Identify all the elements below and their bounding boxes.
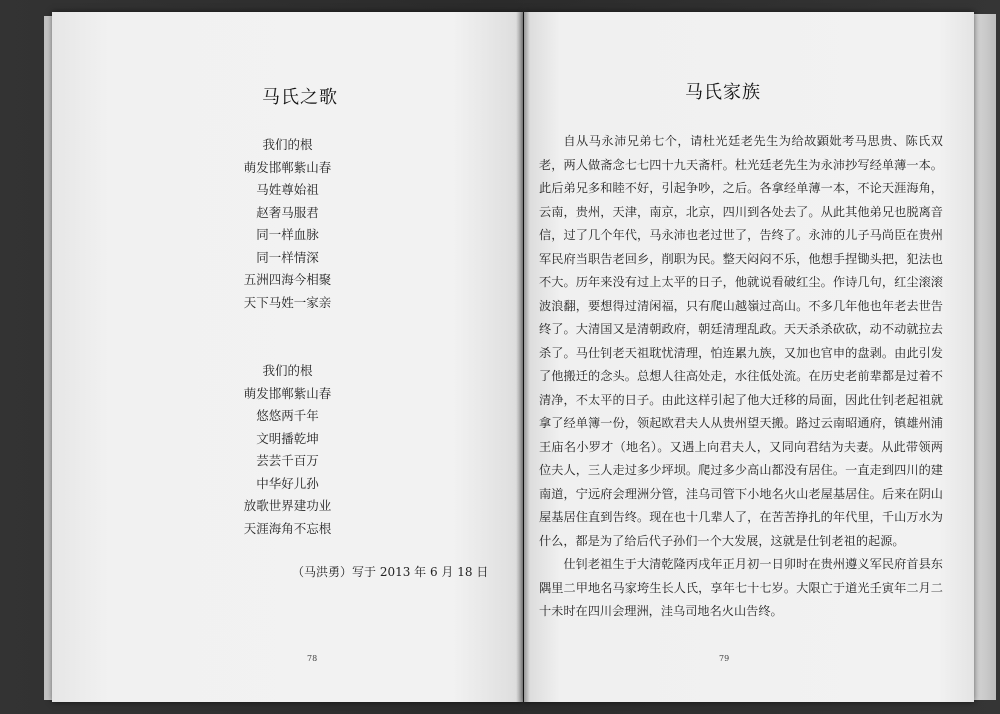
left-page — [52, 12, 523, 702]
poem-line: 萌发邯郸紫山春 — [243, 385, 332, 401]
page-number-left: 78 — [307, 654, 318, 663]
poem-title: 马氏之歌 — [262, 87, 338, 108]
article-body — [539, 130, 943, 624]
poem-line: 同一样情深 — [256, 249, 319, 265]
poem-stanza-2 — [52, 360, 523, 540]
poem-line: 我们的根 — [262, 363, 313, 378]
poem-stanza-1 — [52, 134, 523, 314]
article-title: 马氏家族 — [685, 82, 761, 103]
right-page-stack-edge — [974, 14, 996, 700]
article-paragraph-2: 仕钊老祖生于大清乾隆丙戌年正月初一日卯时在贵州遵义军民府首县东隅里二甲地名马家垮生长人氏，享年七十七岁。大限亡于道光壬寅年二月二十未时在四川会理洲，洼乌司地名火山告终。 — [539, 557, 943, 618]
poem-line: 马姓尊始祖 — [256, 182, 319, 197]
poem-line: 放歌世界建功业 — [243, 498, 332, 513]
book-gutter — [516, 12, 530, 702]
page-number-right: 79 — [719, 654, 730, 663]
poem-line: 赵奢马服君 — [256, 204, 319, 220]
poem-signature: （马洪勇）写于 2013 年 6 月 18 日 — [292, 565, 489, 579]
poem-line: 天下马姓一家亲 — [243, 294, 332, 310]
poem-line: 天涯海角不忘根 — [243, 520, 332, 536]
poem-line: 我们的根 — [262, 137, 313, 152]
article-paragraph-1: 自从马永沛兄弟七个，请杜光廷老先生为给故顕妣考马思贵、陈氏双老，两人做斋念七七四十九天斋杆。杜光廷老先生为永沛抄写经单薄一本。此后弟兄多和睦不好，引起争吵，之后。各拿经单薄一本，不论天涯海角，云南，贵州，天津，南京，北京，四川到各处去了。从此其他弟兄也脱离音信，过了几个年代，马永沛也老过世了，告终了。永沛的儿子马尚臣在贵州军民府当职告老回乡，削职为民。整天闷闷不乐，他想手捏锄头把，犯法也不大。历年来没有过上太平的日子，他就说看破红尘。作诗几句，红尘滚滚波浪翻，要想得过清闲福，只有爬山越嶺过高山。不多几年他也年老去世告终了。大清国又是清朝政府，朝廷清理乱政。天天杀杀砍砍，动不动就拉去杀了。马仕钊老天祖耽忧清理，怕连累九族，又加也官申的盘剥。由此引发了他搬迁的念头。总想人往高处走，水往低处流。在历史老前辈都是过着不清净，不太平的日子。由此这样引起了他大迁移的局面，因此仕钊老起祖就拿了经单簿一份，领起欧君夫人从贵州望天搬。路过云南昭通府，镇雄州浦王庙名小罗才（地名）。又遇上向君夫人，又同向君结为夫妻。从此带领两位夫人，三人走过多少坪坝。爬过多少高山都没有居住。一直走到四川的建南道，宁远府会理洲分管，洼乌司管下小地名火山老屋基居住。后来在阴山屋基居住直到告终。现在也十几辈人了，在苦苦挣扎的年代里，千山万水为什么，都是为了给后代子孙们一个大发展，这就是仕钊老祖的起源。 — [539, 134, 943, 548]
poem-line: 萌发邯郸紫山春 — [243, 159, 332, 175]
right-page — [524, 12, 974, 702]
poem-line: 芸芸千百万 — [256, 453, 319, 468]
poem-line: 中华好儿孙 — [256, 475, 319, 491]
poem-line: 同一样血脉 — [256, 227, 319, 242]
poem-line: 五洲四海今相聚 — [243, 272, 332, 287]
poem-line: 文明播乾坤 — [256, 430, 319, 446]
poem-line: 悠悠两千年 — [256, 408, 319, 423]
